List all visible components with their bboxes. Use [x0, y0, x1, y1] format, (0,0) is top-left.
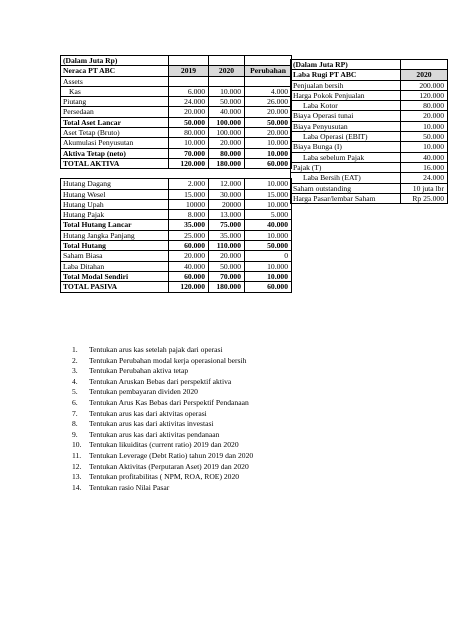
task-item	[72, 472, 253, 483]
laba-cell: 10.000	[401, 142, 448, 152]
neraca-unit: (Dalam Juta Rp)	[61, 56, 169, 66]
neraca-cell: 120.000	[169, 282, 209, 292]
neraca-table	[60, 55, 292, 293]
neraca-cell: 25.000	[169, 230, 209, 240]
neraca-cell: 24.000	[169, 97, 209, 107]
neraca-row	[61, 199, 292, 209]
task-list	[72, 345, 253, 493]
neraca-row	[61, 220, 292, 230]
laba-row-label: Biaya Operasi tunai	[291, 111, 401, 121]
laba-cell: 10.000	[401, 121, 448, 131]
neraca-cell: 10.000	[209, 86, 245, 96]
laba-row-label: Laba Kotor	[291, 101, 401, 111]
laba-row	[291, 183, 448, 193]
task-text: Tentukan pembayaran dividen 2020	[89, 387, 198, 397]
neraca-row	[61, 158, 292, 168]
neraca-cell: 10.000	[245, 261, 292, 271]
laba-row-label: Penjualan bersih	[291, 80, 401, 90]
task-item	[72, 366, 253, 377]
laba-cell: 200.000	[401, 80, 448, 90]
neraca-cell: 120.000	[169, 158, 209, 168]
neraca-cell: 13.000	[209, 210, 245, 220]
task-number: 1.	[72, 345, 78, 354]
neraca-row-label: Hutang Jangka Panjang	[61, 230, 169, 240]
neraca-cell: 10.000	[245, 199, 292, 209]
laba-row-label: Saham outstanding	[291, 183, 401, 193]
neraca-cell: 80.000	[169, 128, 209, 138]
neraca-cell: 35.000	[209, 230, 245, 240]
neraca-row	[61, 189, 292, 199]
task-text: Tentukan Arus Kas Bebas dari Perspektif Pendanaan	[89, 397, 249, 407]
neraca-cell: 10.000	[245, 138, 292, 148]
neraca-row	[61, 271, 292, 281]
neraca-row	[61, 97, 292, 107]
neraca-row-label: TOTAL PASIVA	[61, 282, 169, 292]
laba-rugi-table	[290, 59, 448, 204]
neraca-row	[61, 86, 292, 96]
task-number: 11.	[72, 450, 82, 460]
task-item	[72, 387, 253, 398]
laba-row-label: Laba Bersih (EAT)	[291, 173, 401, 183]
neraca-cell	[245, 169, 292, 179]
laba-header-row	[291, 70, 448, 80]
task-text: Tentukan Perubahan aktiva tetap	[89, 366, 189, 376]
laba-row	[291, 162, 448, 172]
laba-header-year: 2020	[401, 70, 448, 80]
neraca-cell: 10.000	[245, 179, 292, 189]
neraca-cell: 5.000	[245, 210, 292, 220]
neraca-cell	[209, 76, 245, 86]
neraca-cell: 20.000	[245, 107, 292, 117]
neraca-cell: 100.000	[209, 117, 245, 127]
neraca-cell: 8.000	[169, 210, 209, 220]
neraca-cell: 2.000	[169, 179, 209, 189]
neraca-cell: 60.000	[245, 282, 292, 292]
neraca-cell: 10.000	[169, 138, 209, 148]
laba-cell: 16.000	[401, 162, 448, 172]
task-text: Tentukan rasio Nilai Pasar	[89, 482, 170, 492]
neraca-cell: 60.000	[169, 271, 209, 281]
task-number: 6.	[72, 397, 78, 407]
laba-row	[291, 173, 448, 183]
neraca-row-label: Total Modal Sendiri	[61, 271, 169, 281]
laba-cell: 50.000	[401, 132, 448, 142]
neraca-row	[61, 210, 292, 220]
neraca-row-label: Total Hutang	[61, 241, 169, 251]
task-text: Tentukan likuiditas (current ratio) 2019 dan 2020	[89, 440, 239, 450]
neraca-cell: 20.000	[245, 128, 292, 138]
task-number: 14.	[72, 482, 82, 492]
task-text: Tentukan Leverage (Debt Ratio) tahun 2019 dan 2020	[89, 450, 254, 460]
neraca-row-label: Hutang Pajak	[61, 210, 169, 220]
laba-row	[291, 90, 448, 100]
neraca-row	[61, 148, 292, 158]
task-item	[72, 345, 253, 356]
neraca-row-label: Hutang Dagang	[61, 179, 169, 189]
task-number: 13.	[72, 472, 82, 482]
neraca-cell: 20.000	[209, 138, 245, 148]
laba-cell: 20.000	[401, 111, 448, 121]
neraca-header-perubahan: Perubahan	[245, 66, 292, 76]
task-number: 8.	[72, 419, 78, 429]
neraca-row-label: Saham Biasa	[61, 251, 169, 261]
task-number: 2.	[72, 355, 78, 365]
neraca-cell: 10000	[169, 199, 209, 209]
neraca-cell: 40.000	[169, 261, 209, 271]
neraca-row	[61, 230, 292, 240]
neraca-cell: 180.000	[209, 158, 245, 168]
task-text: Tentukan Perubahan modal kerja operasional bersih	[89, 355, 247, 365]
neraca-cell: 4.000	[245, 86, 292, 96]
neraca-cell: 6.000	[169, 86, 209, 96]
task-item	[72, 483, 253, 494]
neraca-cell: 40.000	[209, 107, 245, 117]
task-number: 9.	[72, 429, 78, 439]
laba-row-label: Harga Pasar/lembar Saham	[291, 193, 401, 203]
neraca-cell: 50.000	[209, 97, 245, 107]
neraca-cell: 75.000	[209, 220, 245, 230]
neraca-row	[61, 128, 292, 138]
laba-row-label: Laba sebelum Pajak	[291, 152, 401, 162]
neraca-header-2020: 2020	[209, 66, 245, 76]
neraca-header-row	[61, 66, 292, 76]
laba-row	[291, 132, 448, 142]
task-item	[72, 398, 253, 409]
neraca-row-label: Akumulasi Penyusutan	[61, 138, 169, 148]
laba-row	[291, 142, 448, 152]
neraca-row-label: Persedaan	[61, 107, 169, 117]
task-number: 7.	[72, 408, 78, 418]
neraca-row-label: Aset Tetap (Bruto)	[61, 128, 169, 138]
task-text: Tentukan Aktivitas (Perputaran Aset) 2019 dan 2020	[89, 461, 249, 471]
task-item	[72, 451, 253, 462]
neraca-row-label: Hutang Upah	[61, 199, 169, 209]
laba-row	[291, 152, 448, 162]
neraca-cell: 80.000	[209, 148, 245, 158]
neraca-row	[61, 138, 292, 148]
neraca-cell: 70.000	[169, 148, 209, 158]
neraca-row-label: Assets	[61, 76, 169, 86]
neraca-row-label: Aktiva Tetap (neto)	[61, 148, 169, 158]
neraca-cell	[209, 169, 245, 179]
neraca-cell: 35.000	[169, 220, 209, 230]
task-item	[72, 462, 253, 473]
laba-row	[291, 80, 448, 90]
laba-unit-row	[291, 60, 448, 70]
neraca-row	[61, 241, 292, 251]
task-number: 10.	[72, 440, 82, 450]
task-text: Tentukan profitabilitas ( NPM, ROA, ROE) 2020	[89, 472, 240, 482]
neraca-cell	[245, 76, 292, 86]
neraca-row	[61, 107, 292, 117]
neraca-row	[61, 76, 292, 86]
task-text: Tentukan arus kas dari aktivitas pendanaan	[89, 429, 220, 439]
neraca-cell: 50.000	[245, 241, 292, 251]
neraca-cell: 20.000	[169, 251, 209, 261]
task-item	[72, 430, 253, 441]
task-text: Tentukan arus kas setelah pajak dari operasi	[89, 345, 223, 354]
neraca-cell: 15.000	[169, 189, 209, 199]
neraca-row	[61, 117, 292, 127]
neraca-cell: 10.000	[245, 148, 292, 158]
laba-title: Laba Rugi PT ABC	[291, 70, 401, 80]
neraca-spacer-row	[61, 169, 292, 179]
neraca-unit-row	[61, 56, 292, 66]
laba-row-label: Biaya Bunga (I)	[291, 142, 401, 152]
neraca-cell: 10.000	[245, 271, 292, 281]
laba-cell: 40.000	[401, 152, 448, 162]
neraca-cell: 0	[245, 251, 292, 261]
neraca-cell: 12.000	[209, 179, 245, 189]
task-number: 12.	[72, 461, 82, 471]
laba-cell: 120.000	[401, 90, 448, 100]
laba-cell: 80.000	[401, 101, 448, 111]
neraca-row-label: Total Hutang Lancar	[61, 220, 169, 230]
task-number: 4.	[72, 376, 78, 386]
neraca-cell: 30.000	[209, 189, 245, 199]
neraca-cell: 100.000	[209, 128, 245, 138]
laba-row-label: Harga Pokok Penjualan	[291, 90, 401, 100]
neraca-cell: 50.000	[209, 261, 245, 271]
neraca-row-label: Kas	[61, 86, 169, 96]
neraca-cell: 20000	[209, 199, 245, 209]
neraca-cell: 15.000	[245, 189, 292, 199]
task-text: Tentukan arus kas dari aktvitas operasi	[89, 408, 207, 418]
laba-row	[291, 111, 448, 121]
neraca-cell: 180.000	[209, 282, 245, 292]
neraca-row-label: TOTAL AKTIVA	[61, 158, 169, 168]
neraca-cell: 60.000	[245, 158, 292, 168]
laba-row-label: Pajak (T)	[291, 162, 401, 172]
laba-row	[291, 101, 448, 111]
laba-cell: 24.000	[401, 173, 448, 183]
neraca-title: Neraca PT ABC	[61, 66, 169, 76]
neraca-cell: 60.000	[169, 241, 209, 251]
laba-cell: Rp 25.000	[401, 193, 448, 203]
neraca-row	[61, 251, 292, 261]
neraca-row	[61, 282, 292, 292]
laba-row-label: Laba Operasi (EBIT)	[291, 132, 401, 142]
task-item	[72, 356, 253, 367]
task-item	[72, 419, 253, 430]
laba-row	[291, 121, 448, 131]
neraca-row	[61, 179, 292, 189]
neraca-row-label: Total Aset Lancar	[61, 117, 169, 127]
neraca-row	[61, 261, 292, 271]
neraca-cell: 20.000	[209, 251, 245, 261]
neraca-cell: 50.000	[169, 117, 209, 127]
task-number: 5.	[72, 387, 78, 397]
neraca-cell: 50.000	[245, 117, 292, 127]
neraca-cell: 20.000	[169, 107, 209, 117]
task-item	[72, 409, 253, 420]
task-text: Tentukan arus kas dari aktivitas investasi	[89, 419, 214, 429]
neraca-row-label: Laba Ditahan	[61, 261, 169, 271]
neraca-cell	[169, 169, 209, 179]
laba-unit: (Dalam Juta RP)	[291, 60, 401, 70]
neraca-row-label	[61, 169, 169, 179]
neraca-cell: 110.000	[209, 241, 245, 251]
task-item	[72, 440, 253, 451]
neraca-cell: 10.000	[245, 230, 292, 240]
task-number: 3.	[72, 366, 78, 376]
laba-row	[291, 193, 448, 203]
neraca-row-label: Piutang	[61, 97, 169, 107]
task-item	[72, 377, 253, 388]
neraca-header-2019: 2019	[169, 66, 209, 76]
neraca-cell: 26.000	[245, 97, 292, 107]
laba-row-label: Biaya Penyusutan	[291, 121, 401, 131]
neraca-cell: 70.000	[209, 271, 245, 281]
laba-cell: 10 juta lbr	[401, 183, 448, 193]
task-text: Tentukan Aruskan Bebas dari perspektif aktiva	[89, 376, 232, 386]
neraca-cell	[169, 76, 209, 86]
neraca-cell: 40.000	[245, 220, 292, 230]
neraca-row-label: Hutang Wesel	[61, 189, 169, 199]
